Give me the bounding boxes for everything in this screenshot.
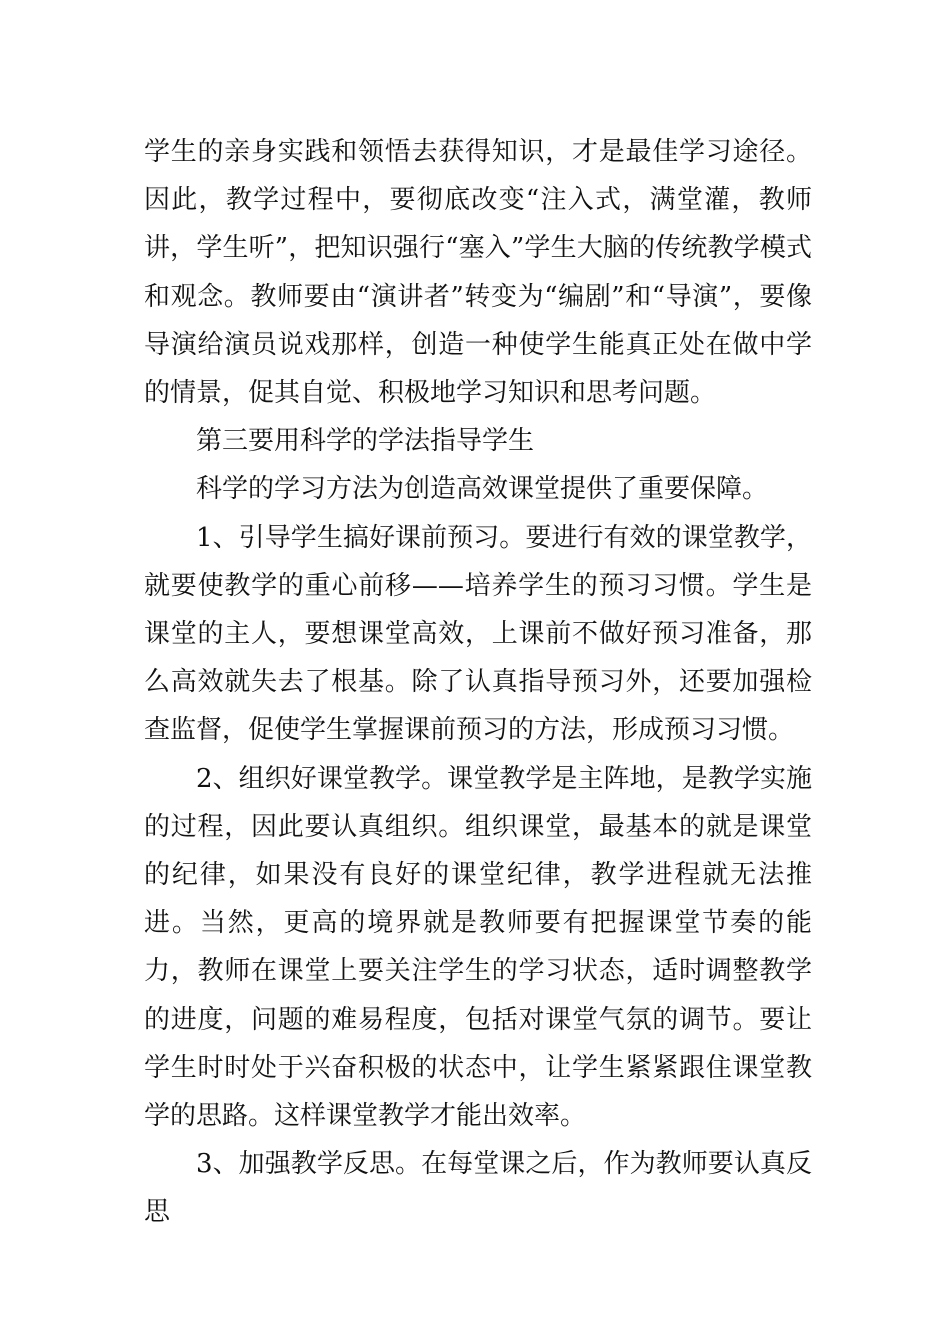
paragraph-item-1-preview: 1、引导学生搞好课前预习。要进行有效的课堂教学，就要使教学的重心前移——培养学生的预习习惯。学生是课堂的主人，要想课堂高效，上课前不做好预习准备，那么高效就失去了根基。除了认真指导预习外，还要加强检查监督，促使学生掌握课前预习的方法，形成预习习惯。 — [144, 522, 812, 746]
document-body — [144, 128, 812, 1237]
paragraph-learning-method-intro: 科学的学习方法为创造高效课堂提供了重要保障。 — [196, 474, 769, 505]
paragraph-item-3-reflection: 3、加强教学反思。在每堂课之后，作为教师要认真反思 — [144, 1149, 812, 1228]
paragraph-teaching-philosophy: 学生的亲身实践和领悟去获得知识，才是最佳学习途径。因此，教学过程中，要彻底改变“注入式，满堂灌，教师讲，学生听”，把知识强行“塞入”学生大脑的传统教学模式和观念。教师要由“演讲者”转变为“编剧”和“导演”，要像导演给演员说戏那样，创造一种使学生能真正处在做中学的情景，促其自觉、积极地学习知识和思考问题。 — [144, 137, 812, 409]
paragraph-section-heading-three: 第三要用科学的学法指导学生 — [196, 426, 535, 457]
paragraph-item-2-classroom: 2、组织好课堂教学。课堂教学是主阵地，是教学实施的过程，因此要认真组织。组织课堂，最基本的就是课堂的纪律，如果没有良好的课堂纪律，教学进程就无法推进。当然，更高的境界就是教师要有把握课堂节奏的能力，教师在课堂上要关注学生的学习状态，适时调整教学的进度，问题的难易程度，包括对课堂气氛的调节。要让学生时时处于兴奋积极的状态中，让学生紧紧跟住课堂教学的思路。这样课堂教学才能出效率。 — [144, 763, 812, 1132]
